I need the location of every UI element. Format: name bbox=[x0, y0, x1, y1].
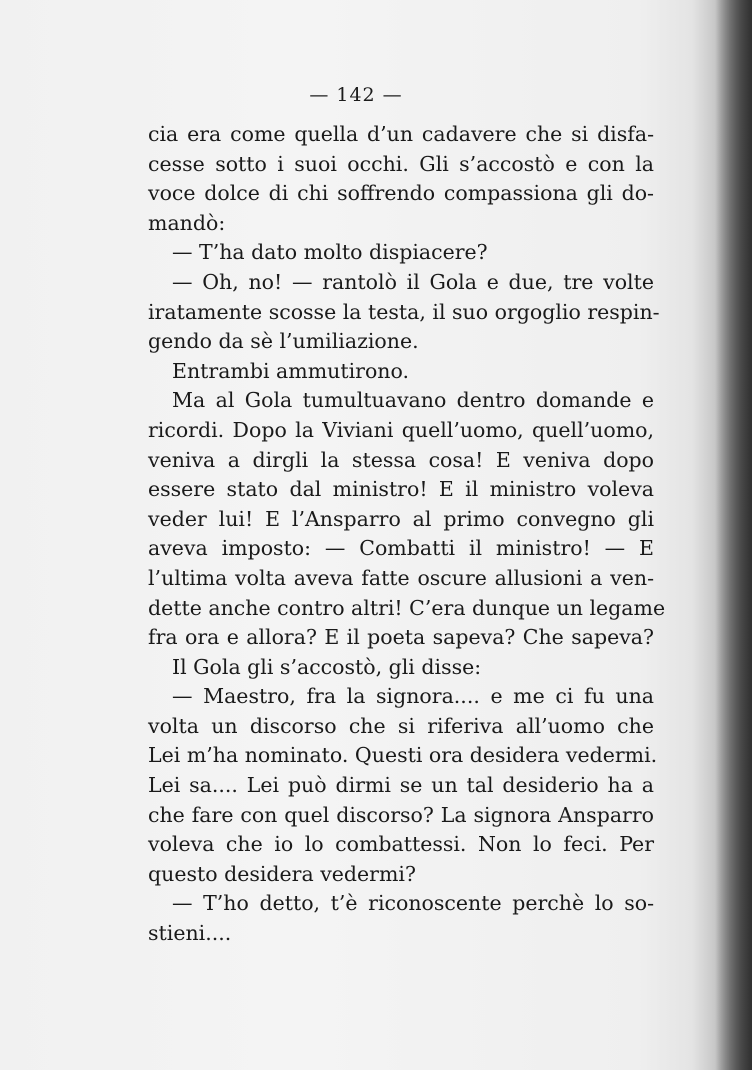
text-line: iratamente scosse la testa, il suo orgoglio respin- bbox=[148, 299, 660, 324]
text-line: cesse sotto i suoi occhi. Gli s’accostò e con la bbox=[148, 151, 654, 176]
text-line: Il Gola gli s’accostò, gli disse: bbox=[172, 654, 482, 679]
text-line: che fare con quel discorso? La signora Ansparro bbox=[148, 802, 654, 827]
text-line: voleva che io lo combattessi. Non lo feci. Per bbox=[148, 832, 654, 857]
text-line: voce dolce di chi soffrendo compassiona gli do- bbox=[148, 181, 654, 206]
text-line: Lei m’ha nominato. Questi ora desidera vedermi. bbox=[148, 743, 658, 768]
text-line: ricordi. Dopo la Viviani quell’uomo, quell’uomo, bbox=[148, 417, 654, 442]
text-line: veder lui! E l’Ansparro al primo convegno gli bbox=[148, 506, 654, 531]
text-line: dette anche contro altri! C’era dunque un legame bbox=[148, 595, 666, 620]
text-line: l’ultima volta aveva fatte oscure allusioni a ven- bbox=[148, 565, 654, 590]
text-line: questo desidera vedermi? bbox=[148, 861, 416, 886]
text-line: fra ora e allora? E il poeta sapeva? Che sapeva? bbox=[148, 625, 654, 650]
text-line: Ma al Gola tumultuavano dentro domande e bbox=[172, 388, 654, 413]
book-spine-shadow bbox=[716, 0, 752, 1070]
text-line: — T’ha dato molto dispiacere? bbox=[172, 240, 488, 265]
text-line: mandò: bbox=[148, 210, 226, 235]
text-line: aveva imposto: — Combatti il ministro! — E bbox=[148, 536, 654, 561]
text-line: — Oh, no! — rantolò il Gola e due, tre volte bbox=[172, 269, 654, 294]
text-line: — Maestro, fra la signora.... e me ci fu una bbox=[172, 684, 654, 709]
body-text bbox=[148, 120, 666, 949]
text-line: Entrambi ammutirono. bbox=[172, 358, 410, 383]
text-line: veniva a dirgli la stessa cosa! E veniva dopo bbox=[148, 447, 654, 472]
text-line: volta un discorso che si riferiva all’uomo che bbox=[148, 713, 654, 738]
text-line: cia era come quella d’un cadavere che si disfa- bbox=[148, 122, 654, 146]
text-line: Lei sa.... Lei può dirmi se un tal desiderio ha a bbox=[148, 773, 654, 798]
text-line: stieni.... bbox=[148, 921, 232, 946]
page-number: — 142 — bbox=[309, 84, 403, 106]
text-line: gendo da sè l’umiliazione. bbox=[148, 329, 419, 354]
text-line: — T’ho detto, t’è riconoscente perchè lo so- bbox=[172, 891, 654, 916]
text-line: essere stato dal ministro! E il ministro voleva bbox=[148, 477, 654, 502]
